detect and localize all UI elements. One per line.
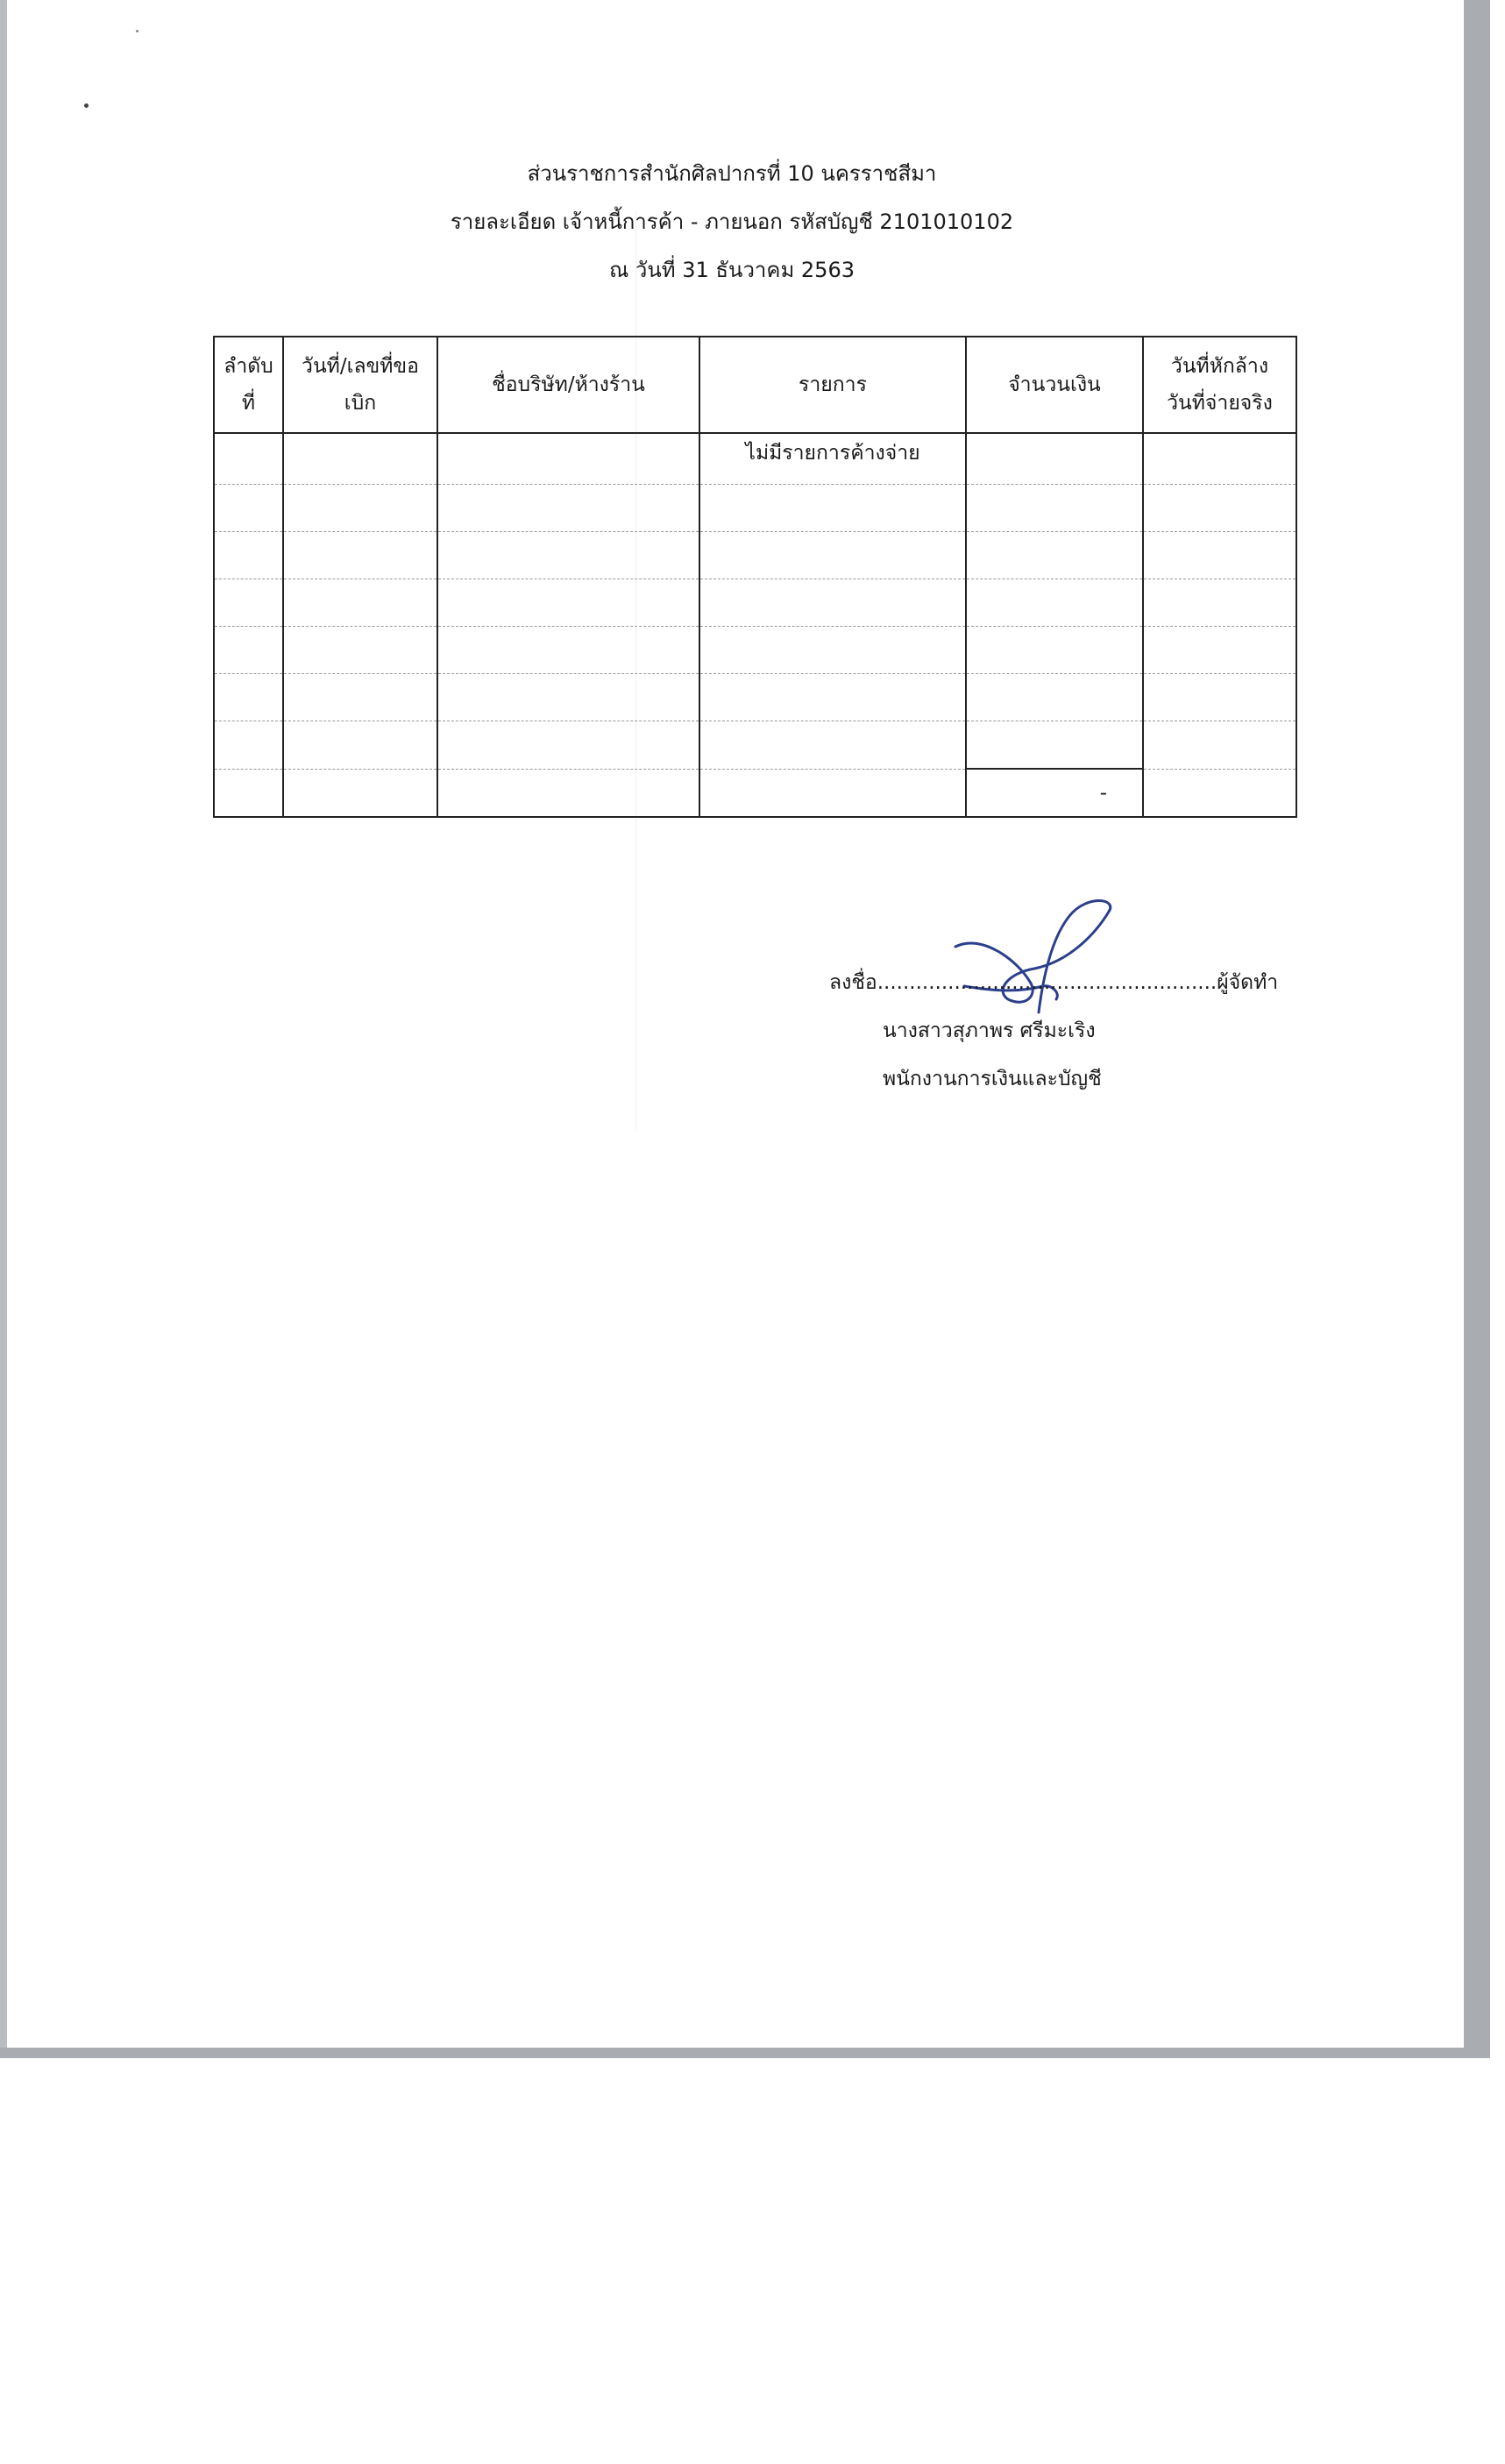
table-row [214,532,1296,579]
table-row [214,769,1296,817]
header-agency: ส่วนราชการสำนักศิลปากรที่ 10 นครราชสีมา [527,161,937,186]
scan-speck [136,30,138,32]
header-account-detail: รายละเอียด เจ้าหนี้การค้า - ภายนอก รหัสบัญชี 2101010102 [450,209,1014,234]
handwritten-signature [947,898,1122,1030]
table-row [214,579,1296,627]
header-date: ณ วันที่ 31 ธันวาคม 2563 [609,258,855,282]
table-header-row [214,337,1296,433]
total-amount: - [966,769,1143,817]
table-row [214,433,1296,485]
table-row [214,721,1296,770]
col-header-amount: จำนวนเงิน [966,337,1143,433]
signer-position: พนักงานการเงินและบัญชี [883,1068,1102,1090]
col-header-company: ชื่อบริษัท/ห้างร้าน [437,337,699,433]
table-row [214,627,1296,674]
signer-name: นางสาวสุภาพร ศรีมะเริง [883,1019,1096,1042]
col-header-dates: วันที่หักล้าง วันที่จ่ายจริง [1143,337,1296,433]
table-row [214,674,1296,721]
signature-line: ลงชื่อ.....................................................ผู้จัดทำ [829,971,1279,994]
col-header-item: รายการ [699,337,966,433]
scan-speck [84,103,89,108]
table-row [214,485,1296,532]
creditor-table [213,336,1297,818]
no-outstanding-items: ไม่มีรายการค้างจ่าย [699,433,966,485]
col-header-date-request: วันที่/เลขที่ขอ เบิก [283,337,437,433]
col-header-sequence: ลำดับ ที่ [214,337,283,433]
